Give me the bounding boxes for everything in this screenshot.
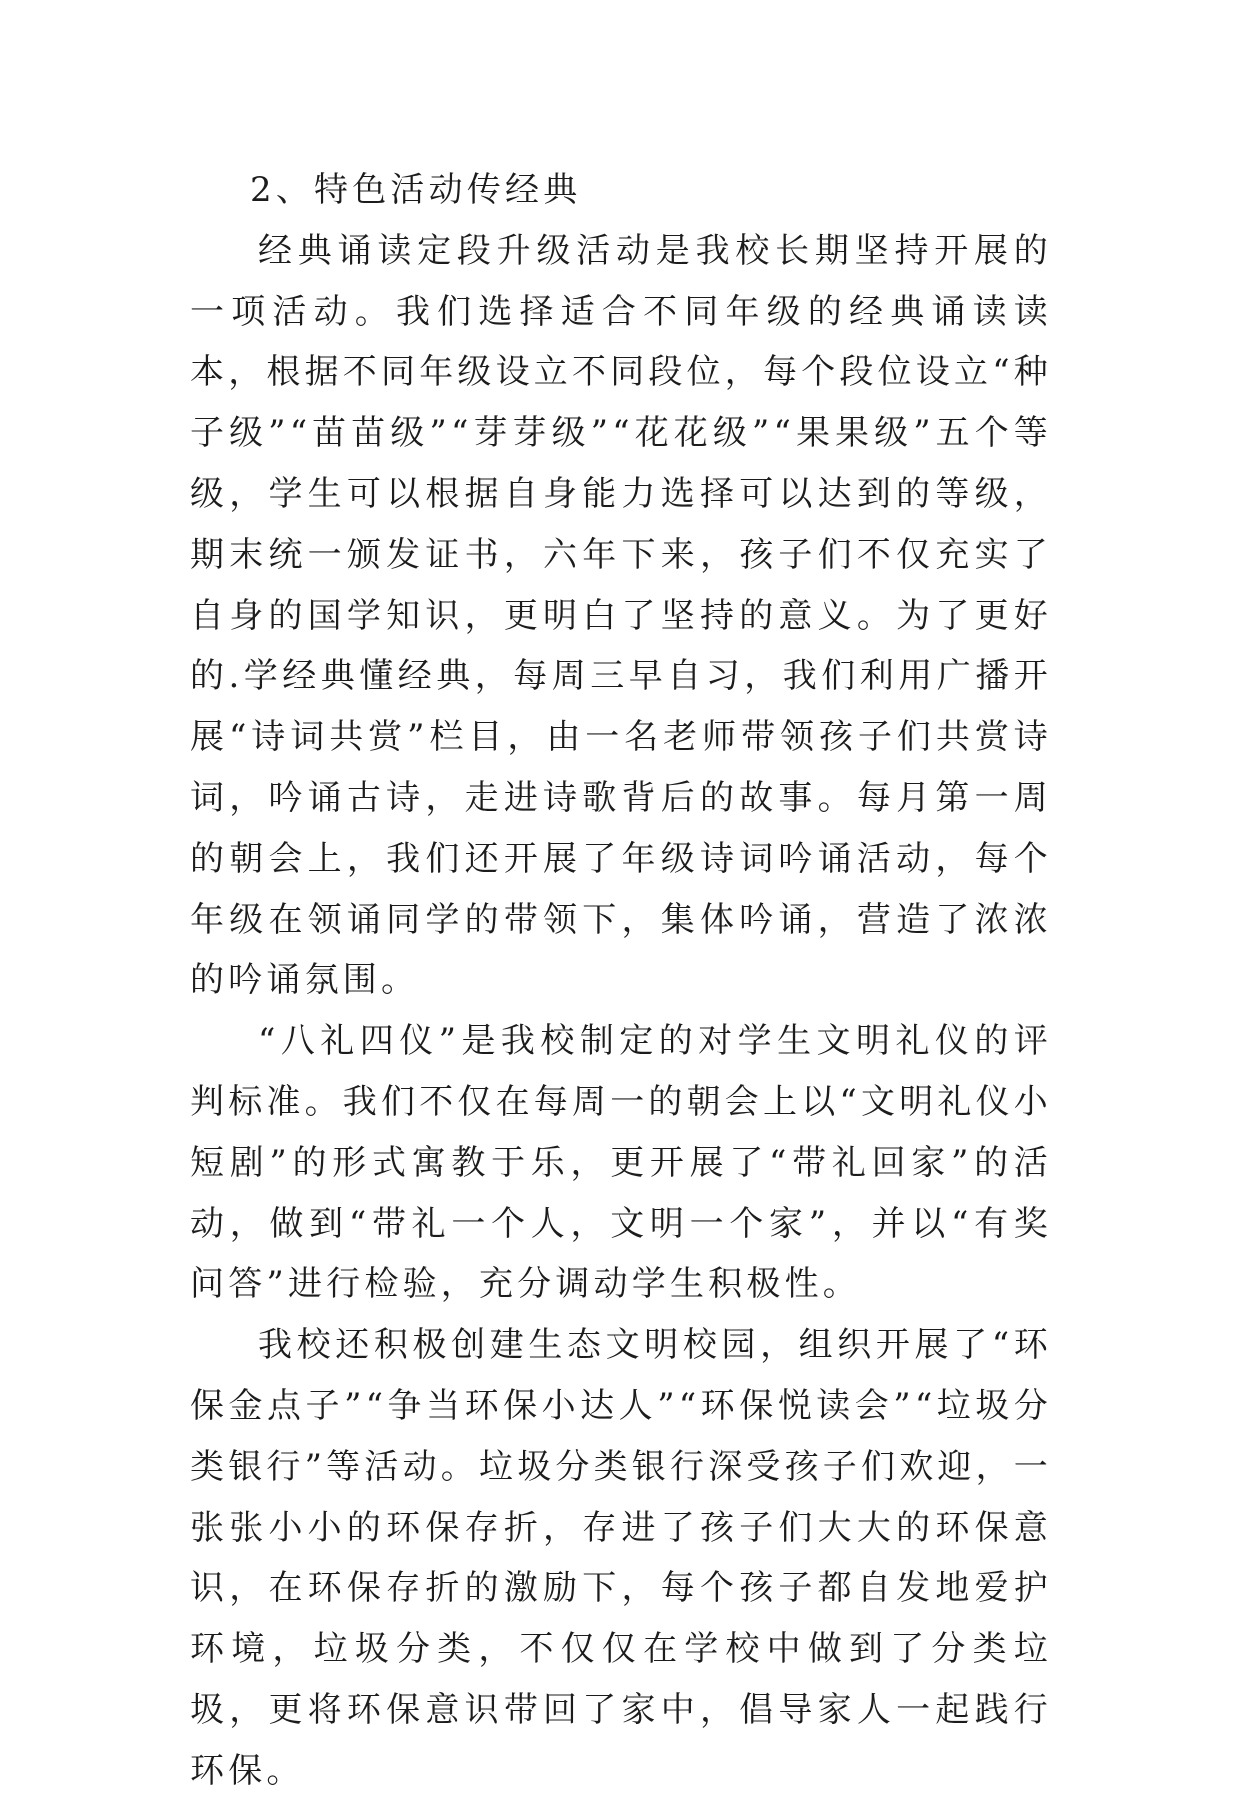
document-body bbox=[190, 160, 1052, 1802]
paragraph-etiquette: “八礼四仪”是我校制定的对学生文明礼仪的评判标准。我们不仅在每周一的朝会上以“文明礼仪小短剧”的形式寓教于乐，更开展了“带礼回家”的活动，做到“带礼一个人，文明一个家”，并以“有奖问答”进行检验，充分调动学生积极性。 bbox=[190, 1021, 1052, 1305]
paragraph-classics-reading: 经典诵读定段升级活动是我校长期坚持开展的一项活动。我们选择适合不同年级的经典诵读读本，根据不同年级设立不同段位，每个段位设立“种子级”“苗苗级”“芽芽级”“花花级”“果果级”五个等级，学生可以根据自身能力选择可以达到的等级，期末统一颁发证书，六年下来，孩子们不仅充实了自身的国学知识，更明白了坚持的意义。为了更好的.学经典懂经典，每周三早自习，我们利用广播开展“诗词共赏”栏目，由一名老师带领孩子们共赏诗词，吟诵古诗，走进诗歌背后的故事。每月第一周的朝会上，我们还开展了年级诗词吟诵活动，每个年级在领诵同学的带领下，集体吟诵，营造了浓浓的吟诵氛围。 bbox=[190, 230, 1052, 1001]
section-heading: 2、特色活动传经典 bbox=[250, 170, 582, 210]
paragraph-eco-campus: 我校还积极创建生态文明校园，组织开展了“环保金点子”“争当环保小达人”“环保悦读会”“垃圾分类银行”等活动。垃圾分类银行深受孩子们欢迎，一张张小小的环保存折，存进了孩子们大大的环保意识，在环保存折的激励下，每个孩子都自发地爱护环境，垃圾分类，不仅仅在学校中做到了分类垃圾，更将环保意识带回了家中，倡导家人一起践行环保。 bbox=[190, 1325, 1052, 1791]
